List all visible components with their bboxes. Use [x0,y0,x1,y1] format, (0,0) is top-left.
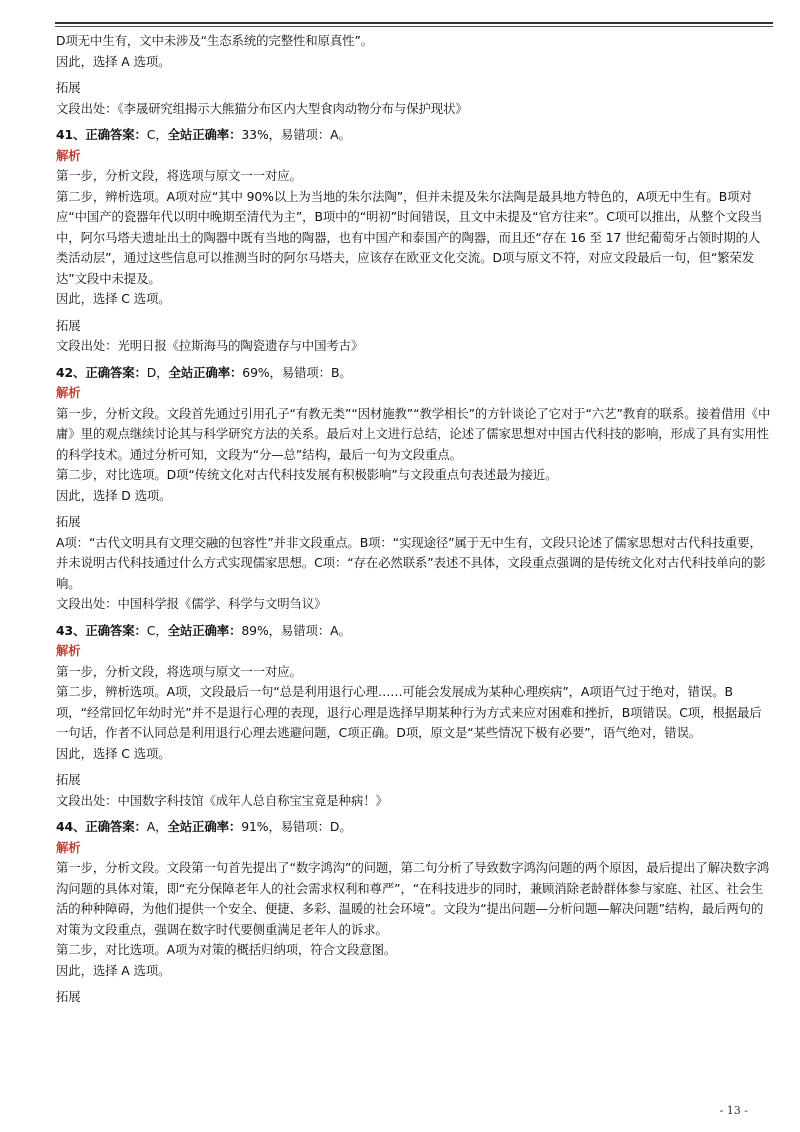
q40-conclusion: 因此，选择 A 选项。 [56,53,171,69]
q44-step2: 第二步，对比选项。A项为对策的概括归纳项，符合文段意图。 [56,942,397,957]
q42-rate-label: 全站正确率： [168,364,243,380]
q43-answer: C， [146,622,168,638]
q44-answer-line [56,817,772,838]
q44-rate-label: 全站正确率： [167,819,242,834]
q41-extension-label: 拓展 [56,317,81,333]
header-rule-thick [55,22,773,24]
page-number: - 13 - [719,1104,748,1117]
q41-rate-label: 全站正确率： [167,127,242,142]
q43-step1: 第一步，分析文段，将选项与原文一一对应。 [56,663,302,679]
q43-answer-line [56,621,772,642]
q41-analysis-label: 解析 [56,147,81,163]
q44-rate: 91%，易错项：D。 [241,819,352,834]
q42-step2: 第二步，对比选项。D项“传统文化对古代科技发展有积极影响”与文段重点句表述最为接近。 [56,467,558,482]
q42-extension-label: 拓展 [56,514,81,529]
q42-num: 42、正确答案： [56,364,147,380]
q44-extension-label: 拓展 [56,989,81,1004]
q42-conclusion: 因此，选择 D 选项。 [56,487,172,503]
q43-source: 文段出处：中国数字科技馆《成年人总自称宝宝竟是种病！》 [56,792,388,808]
q44-answer: A， [146,819,168,834]
header-rule-thin [55,26,773,27]
q44-num: 44、正确答案： [56,819,147,834]
q41-conclusion: 因此，选择 C 选项。 [56,291,171,306]
q42-extension-text: A项：“古代文明具有文理交融的包容性”并非文段重点。B项：“实现途径”属于无中生有，文段只论述了儒家思想对古代科技重要，并未说明古代科技通过什么方式实现儒家思想。C项：“存在必然联系”表述不具体，文段重点强调的是传统文化对古代科技单向的影响。 [56,534,766,591]
q42-analysis-label: 解析 [56,385,81,400]
q43-analysis-label: 解析 [56,643,81,658]
q42-step1: 第一步，分析文段。文段首先通过引用孔子“有教无类”“因材施教”“教学相长”的方针谈论了它对于“六艺”教育的联系。接着借用《中庸》里的观点继续讨论其与科学研究方法的关系。最后对上文进行总结，论述了儒家思想对中国古代科技的影响，形成了具有实用性的科学技术。通过分析可知，文段为“分—总”结构，最后一句为文段重点。 [56,405,771,462]
q40-extension-label: 拓展 [56,80,81,95]
q43-rate: 89%，易错项：A。 [241,622,351,638]
q42-source: 文段出处：中国科学报《儒学、科学与文明刍议》 [56,596,327,611]
q43-rate-label: 全站正确率： [167,622,242,638]
q40-d-line: D项无中生有，文中未涉及“生态系统的完整性和原真性”。 [56,33,374,48]
q44-analysis-label: 解析 [56,839,81,855]
q41-answer: C， [146,127,168,142]
q40-source: 文段出处：《李晟研究组揭示大熊猫分布区内大型食肉动物分布与保护现状》 [56,100,468,116]
q41-answer-line [56,125,772,146]
q43-step2: 第二步，辨析选项。A项，文段最后一句“总是利用退行心理……可能会发展成为某种心理疾病”，A项语气过于绝对，错误。B项，“经常回忆年幼时光”并不是退行心理的表现，退行心理是选择早期某种行为方式来应对困难和挫折，B项错误。C项，根据最后一句话，作者不认同总是利用退行心理去逃避问题，C项正确。D项，原文是“某些情况下极有必要”，语气绝对，错误。 [56,684,762,740]
q41-step1: 第一步，分析文段，将选项与原文一一对应。 [56,168,302,183]
q43-extension-label: 拓展 [56,772,81,787]
q41-step2: 第二步，辨析选项。A项对应“其中 90%以上为当地的朱尔法陶”，但并未提及朱尔法陶是最具地方特色的，A项无中生有。B项对应“中国产的瓷器年代以明中晚期至清代为主”，B项中的“明初”时间错误，且文中未提及“官方往来”。C项可以推出，从整个文段当中，阿尔马塔夫遗址出土的陶器中既有当地的陶器，也有中国产和泰国产的陶器，而且还“存在 16 至 17 世纪葡萄牙占领时期的人类活动层”，通过这些信息可以推测当时的阿尔马塔夫，应该存在欧亚文化交流。D项与原文不符，对应文段最后一句，但“繁荣发达”文段中未提及。 [56,188,763,286]
q42-rate: 69%，易错项：B。 [242,364,352,380]
q41-source: 文段出处：光明日报《拉斯海马的陶瓷遗存与中国考古》 [56,338,364,353]
q44-conclusion: 因此，选择 A 选项。 [56,962,171,978]
q42-answer: D， [146,364,169,380]
q41-num: 41、正确答案： [56,127,147,142]
q41-rate: 33%，易错项：A。 [241,127,351,142]
page-content [56,31,772,1008]
q44-step1: 第一步，分析文段。文段第一句首先提出了“数字鸿沟”的问题，第二句分析了导致数字鸿沟问题的两个原因，最后提出了解决数字鸿沟问题的具体对策，即“充分保障老年人的社会需求权利和尊严”，“在科技进步的同时，兼顾消除老龄群体参与家庭、社区、社会生活的种种障碍，为他们提供一个安全、便捷、多彩、温暖的社会环境”。文段为“提出问题—分析问题—解决问题”结构，最后两句的对策为文段重点，强调在数字时代要侧重满足老年人的诉求。 [56,860,770,937]
q43-num: 43、正确答案： [56,622,147,638]
q42-answer-line [56,363,772,384]
q43-conclusion: 因此，选择 C 选项。 [56,745,171,761]
